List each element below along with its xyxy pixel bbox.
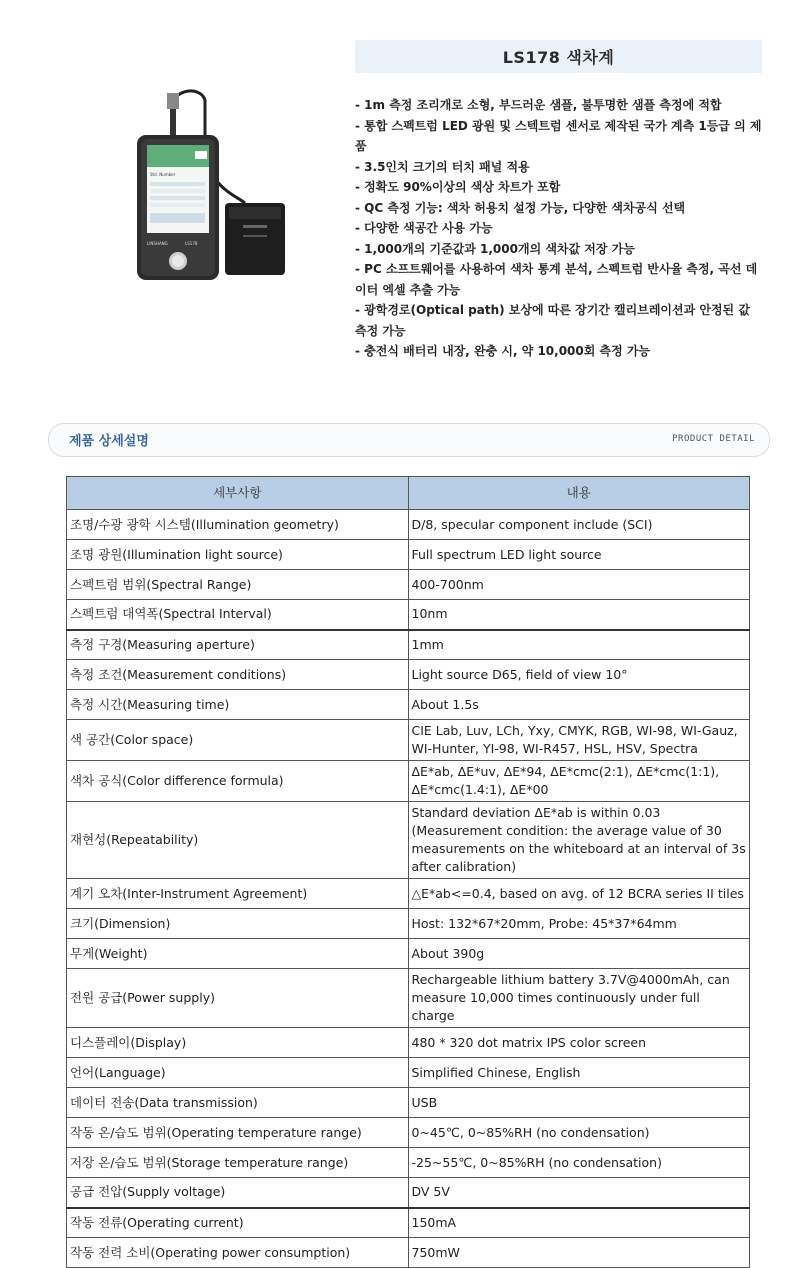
table-row: [67, 1208, 750, 1238]
spec-label: 디스플레이(Display): [67, 1028, 409, 1058]
spec-value: 150mA: [408, 1208, 750, 1238]
spec-value: Standard deviation ΔE*ab is within 0.03 (Measurement condition: the average value of 30 measurements on the whiteboard at an interval of 3s after calibration): [408, 802, 750, 879]
spec-value: 10nm: [408, 600, 750, 630]
spec-label: 조명/수광 광학 시스템(Illumination geometry): [67, 510, 409, 540]
screen-label: Std. Number: [150, 172, 176, 177]
spec-label: 계기 오차(Inter-Instrument Agreement): [67, 879, 409, 909]
spec-table: [66, 476, 750, 1268]
feature-item: - 1,000개의 기준값과 1,000개의 색차값 저장 가능: [355, 241, 635, 256]
table-row: [67, 1028, 750, 1058]
table-row: [67, 879, 750, 909]
table-row: [67, 540, 750, 570]
table-row: [67, 909, 750, 939]
spec-label: 스펙트럼 대역폭(Spectral Interval): [67, 600, 409, 630]
spec-value: 400-700nm: [408, 570, 750, 600]
feature-list: [355, 95, 765, 362]
spec-value: Full spectrum LED light source: [408, 540, 750, 570]
spec-value: About 390g: [408, 939, 750, 969]
table-row: [67, 660, 750, 690]
spec-label: 조명 광원(Illumination light source): [67, 540, 409, 570]
spec-label: 작동 전류(Operating current): [67, 1208, 409, 1238]
table-row: [67, 630, 750, 660]
spec-label: 색차 공식(Color difference formula): [67, 761, 409, 802]
spec-value: 0~45℃, 0~85%RH (no condensation): [408, 1118, 750, 1148]
feature-item: - 1m 측정 조리개로 소형, 부드러운 샘플, 불투명한 샘플 측정에 적합: [355, 98, 722, 112]
spec-value: Light source D65, field of view 10°: [408, 660, 750, 690]
table-row: [67, 761, 750, 802]
spec-label: 언어(Language): [67, 1058, 409, 1088]
spec-label: 크기(Dimension): [67, 909, 409, 939]
colorimeter-illustration: [125, 85, 310, 285]
feature-item: - 통합 스펙트럼 LED 광원 및 스텍트럼 센서로 제작된 국가 계측 1등급 의 제품: [355, 118, 762, 153]
table-row: [67, 969, 750, 1028]
table-row: [67, 510, 750, 540]
brand-label: LINSHANG: [147, 241, 168, 246]
table-row: [67, 600, 750, 630]
spec-value: 480 * 320 dot matrix IPS color screen: [408, 1028, 750, 1058]
spec-value: Rechargeable lithium battery 3.7V@4000mAh, can measure 10,000 times continuously under full charge: [408, 969, 750, 1028]
feature-item: - PC 소프트웨어를 사용하여 색차 통계 분석, 스펙트럼 반사율 측정, 곡선 데이터 엑셀 추출 가능: [355, 262, 758, 297]
table-row: [67, 1178, 750, 1208]
spec-label: 저장 온/습도 범위(Storage temperature range): [67, 1148, 409, 1178]
header-content: 내용: [408, 477, 750, 510]
table-row: [67, 802, 750, 879]
spec-value: △E*ab<=0.4, based on avg. of 12 BCRA series II tiles: [408, 879, 750, 909]
spec-value: -25~55℃, 0~85%RH (no condensation): [408, 1148, 750, 1178]
section-subtitle: PRODUCT DETAIL: [672, 434, 755, 444]
spec-label: 재현성(Repeatability): [67, 802, 409, 879]
feature-item: - 3.5인치 크기의 터치 패널 적용: [355, 159, 530, 174]
table-header-row: [67, 477, 750, 510]
section-title: 제품 상세설명: [69, 434, 149, 449]
spec-label: 색 공간(Color space): [67, 720, 409, 761]
spec-label: 무게(Weight): [67, 939, 409, 969]
feature-item: - QC 측정 기능: 색차 허용치 설정 가능, 다양한 색차공식 선택: [355, 200, 686, 215]
spec-value: Host: 132*67*20mm, Probe: 45*37*64mm: [408, 909, 750, 939]
table-row: [67, 939, 750, 969]
spec-label: 측정 시간(Measuring time): [67, 690, 409, 720]
product-image: [125, 85, 310, 285]
table-row: [67, 1058, 750, 1088]
spec-label: 공급 전압(Supply voltage): [67, 1178, 409, 1208]
table-row: [67, 1118, 750, 1148]
table-row: [67, 1238, 750, 1268]
product-title: LS178 색차계: [502, 48, 615, 67]
product-title-bar: [355, 40, 762, 73]
table-row: [67, 720, 750, 761]
spec-label: 작동 온/습도 범위(Operating temperature range): [67, 1118, 409, 1148]
spec-value: CIE Lab, Luv, LCh, Yxy, CMYK, RGB, WI-98, WI-Gauz, WI-Hunter, YI-98, WI-R457, HSL, HSV, Spectra: [408, 720, 750, 761]
table-row: [67, 1088, 750, 1118]
spec-label: 스펙트럼 범위(Spectral Range): [67, 570, 409, 600]
spec-label: 전원 공급(Power supply): [67, 969, 409, 1028]
spec-value: 1mm: [408, 630, 750, 660]
spec-label: 측정 조건(Measurement conditions): [67, 660, 409, 690]
spec-value: ΔE*ab, ΔE*uv, ΔE*94, ΔE*cmc(2:1), ΔE*cmc(1:1), ΔE*cmc(1.4:1), ΔE*00: [408, 761, 750, 802]
spec-value: Simplified Chinese, English: [408, 1058, 750, 1088]
spec-value: USB: [408, 1088, 750, 1118]
feature-item: - 정확도 90%이상의 색상 차트가 포함: [355, 180, 561, 194]
model-label: LS178: [185, 241, 198, 246]
section-header: [48, 423, 770, 457]
feature-item: - 광학경로(Optical path) 보상에 따른 장기간 캘리브레이션과 안정된 값 측정 가능: [355, 303, 750, 338]
spec-table-body: [67, 510, 750, 1268]
spec-value: DV 5V: [408, 1178, 750, 1208]
feature-item: - 다양한 색공간 사용 가능: [355, 221, 493, 235]
spec-value: 750mW: [408, 1238, 750, 1268]
spec-label: 측정 구경(Measuring aperture): [67, 630, 409, 660]
table-row: [67, 690, 750, 720]
table-row: [67, 1148, 750, 1178]
table-row: [67, 570, 750, 600]
spec-label: 데이터 전송(Data transmission): [67, 1088, 409, 1118]
spec-value: About 1.5s: [408, 690, 750, 720]
header-detail: 세부사항: [67, 477, 409, 510]
feature-item: - 충전식 배터리 내장, 완충 시, 약 10,000회 측정 가능: [355, 344, 651, 358]
spec-label: 작동 전력 소비(Operating power consumption): [67, 1238, 409, 1268]
spec-value: D/8, specular component include (SCI): [408, 510, 750, 540]
